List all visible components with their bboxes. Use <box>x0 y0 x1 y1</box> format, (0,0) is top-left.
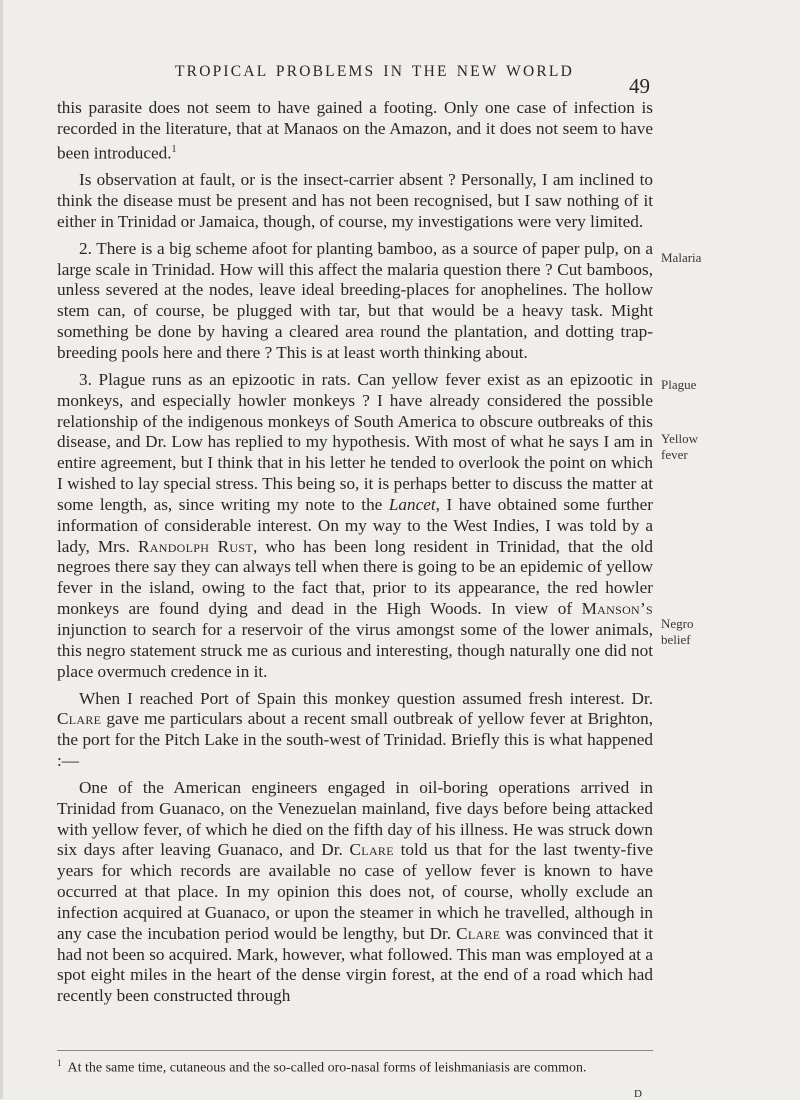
running-head: TROPICAL PROBLEMS IN THE NEW WORLD <box>175 63 574 80</box>
lancet-title: Lancet <box>388 494 436 514</box>
name-randolph-rust: Randolph Rust <box>138 536 253 556</box>
footnote-text: At the same time, cutaneous and the so-called oro-nasal forms of leishmaniasis are common. <box>67 1060 587 1076</box>
paragraph-5-text-b: gave me particulars about a recent small outbreak of yellow fever at Brighton, the port for the Pitch Lake in the south-west of Trinidad. Briefly this is what happened :— <box>57 709 653 771</box>
paragraph-6-text-a: One of the American engineers engaged in oil-boring operations arrived in Trinidad from Guanaco, on the Venezuelan mainland, five days before being attacked with yellow fever, of which he died on the fifth day of his illness. He was struck down six days after leaving Guanaco, and Dr. <box>57 777 653 860</box>
paragraph-6-text-b: told us that for the last twenty-five years for which records are available no case of yellow fever is known to have occurred at that place. In my opinion this does not, of course, wholly exclude an infection acquired at Guanaco, or upon the steamer in which he travelled, although in any case the incubation period would be lengthy, but Dr. <box>57 840 653 943</box>
name-clare: Clare <box>57 709 102 729</box>
paragraph-6-text-c: was convinced that it had not been so acquired. Mark, however, what followed. This man was employed at a spot eight miles in the heart of the dense virgin forest, at the end of a road which had recently been constructed through <box>57 923 653 1006</box>
paragraph-1-text: this parasite does not seem to have gained a footing. Only one case of infection is recorded in the literature, that at Manaos on the Amazon, and it does not seem to have been introduced. <box>57 98 653 163</box>
paragraph-5 <box>57 689 653 772</box>
margin-note-plague: Plague <box>661 377 697 392</box>
name-manson: Manson’s <box>581 599 653 619</box>
paragraph-5-text-a: When I reached Port of Spain this monkey question assumed fresh interest. Dr. <box>79 688 653 708</box>
margin-note-yellow-fever: Yellow fever <box>661 431 698 462</box>
name-clare: Clare <box>349 840 394 860</box>
paragraph-1 <box>57 98 653 164</box>
paragraph-4-text-b: , I have obtained some further information of considerable interest. On my way to the West Indies, I was told by a lady, Mrs. <box>57 494 653 556</box>
margin-note-negro-belief: Negro belief <box>661 616 694 647</box>
footnote <box>57 1055 653 1077</box>
name-clare: Clare <box>456 923 501 943</box>
margin-note-malaria: Malaria <box>661 250 702 265</box>
paragraph-3: 2. There is a big scheme afoot for planting bamboo, as a source of paper pulp, on a large scale in Trinidad. How will this affect the malaria question there ? Cut bamboos, unless severed at the nodes, leave ideal breeding-places for anophelines. The hollow stem can, of course, be plugged with tar, but that would be a heavy task. Might something be done by having a cleared area round the plantation, and dotting trap-breeding pools here and there ? This is at least worth thinking about. <box>57 238 653 363</box>
signature-mark: D <box>634 1088 642 1100</box>
paragraph-4 <box>57 370 653 683</box>
body-text <box>57 98 653 1007</box>
footnote-marker: 1 <box>57 1058 62 1068</box>
paragraph-4-text-a: 3. Plague runs as an epizootic in rats. Can yellow fever exist as an epizootic in monkeys, and especially howler monkeys ? I have already considered the possible relationship of the indigenous monkeys of South America to obscure outbreaks of this disease, and Dr. Low has replied to my hypothesis. With most of what he says I am in entire agreement, but I think that in his letter he tended to overlook the point on which I wished to lay special stress. This being so, it is perhaps better to discuss the matter at some length, as, since writing my note to the <box>57 369 653 514</box>
page-number: 49 <box>629 74 650 98</box>
paragraph-6 <box>57 778 653 1007</box>
footnote-rule <box>57 1050 653 1051</box>
paragraph-4-text-c: , who has been long resident in Trinidad, that the old negroes there say they can always tell when there is going to be an epidemic of yellow fever in the island, owing to the fact that, prior to its appearance, the red howler monkeys are found dying and dead in the High Woods. In view of <box>57 536 653 619</box>
paragraph-2: Is observation at fault, or is the insect-carrier absent ? Personally, I am inclined to think the disease must be present and has not been recognised, but I saw nothing of it either in Trinidad or Jamaica, though, of course, my investigations were very limited. <box>57 170 653 231</box>
paragraph-4-text-d: injunction to search for a reservoir of the virus amongst some of the lower animals, this negro statement struck me as curious and interesting, though naturally one did not place overmuch credence in it. <box>57 619 653 681</box>
footnote-ref: 1 <box>171 143 177 155</box>
page-edge-shadow <box>0 0 3 1099</box>
